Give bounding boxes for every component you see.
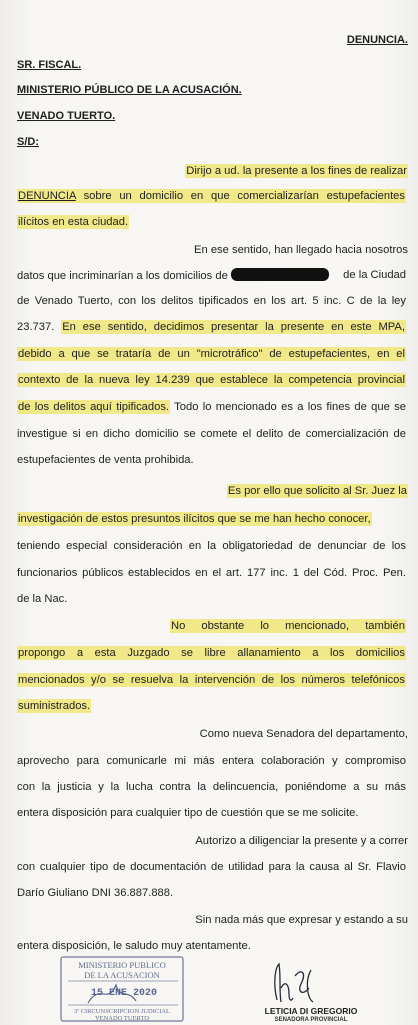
p2-line-7: de los delitos aquí tipificados. Todo lo mencionado es a los fines de que se bbox=[18, 401, 406, 413]
signature-block bbox=[245, 958, 375, 1023]
stamp-date: 15 ENE 2020 bbox=[90, 988, 158, 999]
p3-line-4: funcionarios públicos establecidos en el art. 177 inc. 1 del Cód. Proc. Pen. bbox=[17, 567, 406, 579]
signatory-name: LETICIA DI GREGORIO bbox=[264, 1006, 358, 1016]
stamp-line-1: MINISTERIO PUBLICO bbox=[78, 960, 166, 970]
address-line-1: SR. FISCAL. bbox=[17, 59, 82, 71]
address-line-4: S/D: bbox=[17, 136, 39, 148]
address-line-3: VENADO TUERTO. bbox=[17, 110, 116, 122]
p7-line-1: Sin nada más que expresar y estando a su bbox=[195, 914, 408, 926]
p5-line-3: con la justicia y la lucha contra la delincuencia, poniéndome a su más bbox=[17, 781, 406, 793]
p3-line-1: Es por ello que solicito al Sr. Juez la bbox=[227, 485, 407, 497]
signatory-role: SENADORA PROVINCIAL bbox=[274, 1017, 348, 1023]
p7-line-2: entera disposición, le saludo muy atentamente. bbox=[17, 940, 251, 952]
p1-line-3: ilícitos en esta ciudad. bbox=[18, 216, 129, 228]
redacted-address bbox=[231, 268, 329, 281]
p4-line-3: mencionados y/o se resuelva la intervención de los números telefónicos bbox=[18, 674, 405, 686]
p5-line-1: Como nueva Senadora del departamento, bbox=[199, 728, 408, 740]
signature-scribble bbox=[275, 964, 313, 1002]
p1-line-1: Dirijo a ud. la presente a los fines de realizar bbox=[186, 165, 407, 177]
p2-line-8: investigue si en dicho domicilio se comete el delito de comercialización de bbox=[17, 428, 406, 440]
p2-line-9: estupefacientes de venta prohibida. bbox=[17, 454, 194, 466]
p2-line-3: de Venado Tuerto, con los delitos tipificados en los art. 5 inc. C de la ley bbox=[17, 295, 406, 307]
p3-line-5: de la Nac. bbox=[17, 593, 68, 605]
p1-line-2: DENUNCIA sobre un domicilio en que comercializarían estupefacientes bbox=[18, 190, 405, 202]
p2-line-1: En ese sentido, han llegado hacia nosotros bbox=[194, 244, 408, 256]
p2-line-5: debido a que se trataría de un "microtráfico" de estupefacientes, en el bbox=[18, 348, 405, 360]
p4-line-1: No obstante lo mencionado, también bbox=[171, 620, 405, 632]
received-stamp bbox=[58, 955, 188, 1023]
stamp-line-4: 3ª CIRCUNSCRIPCION JUDICIAL bbox=[73, 1008, 171, 1015]
p3-line-2: investigación de estos presuntos ilícitos que se me han hecho conocer, bbox=[18, 513, 371, 525]
p4-line-4: suministrados. bbox=[18, 700, 91, 712]
stamp-line-5: VENADO TUERTO bbox=[94, 1015, 150, 1022]
p6-line-2: con cualquier tipo de documentación de utilidad para la causa al Sr. Flavio bbox=[17, 861, 406, 873]
p3-line-3: teniendo especial consideración en la obligatoriedad de denunciar de los bbox=[17, 540, 406, 552]
p2-line-4: 23.737. En ese sentido, decidimos presentar la presente en este MPA, bbox=[17, 321, 406, 333]
p5-line-2: aprovecho para comunicarle mi más entera colaboración y compromiso bbox=[17, 755, 406, 767]
p6-line-1: Autorizo a diligenciar la presente y a correr bbox=[195, 835, 408, 847]
document-title: DENUNCIA. bbox=[346, 34, 408, 46]
address-line-2: MINISTERIO PÚBLICO DE LA ACUSACIÓN. bbox=[17, 84, 242, 96]
p4-line-2: propongo a esta Juzgado se libre allanamiento a los domicilios bbox=[18, 647, 405, 659]
stamp-line-2: DE LA ACUSACION bbox=[84, 970, 160, 980]
p6-line-3: Darío Giuliano DNI 36.887.888. bbox=[17, 887, 174, 899]
p2-line-2: datos que incriminarían a los domicilios de de la Ciudad bbox=[17, 269, 406, 282]
p5-line-4: entera disposición para cualquier tipo de cuestión que se me solicite. bbox=[17, 807, 359, 819]
p2-line-6: contexto de la nueva ley 14.239 que establece la competencia provincial bbox=[18, 374, 405, 386]
